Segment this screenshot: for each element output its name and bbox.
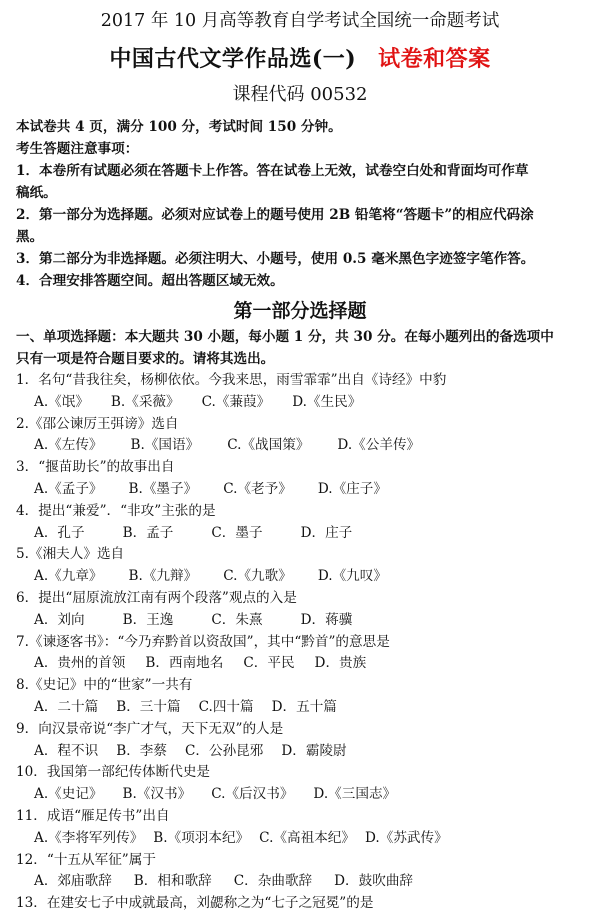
option-b: B．孟子 <box>122 524 174 541</box>
option-c: C．朱熹 <box>211 611 263 628</box>
question-stem: 3．“揠苗助长”的故事出自 <box>16 459 175 476</box>
question-options <box>16 435 590 457</box>
option-a: A．刘向 <box>34 611 85 628</box>
question-stem: 1．名句“昔我往矣，杨柳依依。今我来思，雨雪霏霏”出自《诗经》中豹 <box>16 372 447 388</box>
option-d: D.《九叹》 <box>317 568 387 585</box>
question-stem: 9．向汉景帝说“李广才气，天下无双”的人是 <box>16 720 284 737</box>
option-d: D．庄子 <box>300 524 353 541</box>
notes-heading: 考生答题注意事项： <box>16 141 139 157</box>
notes-item: 2．第一部分为选择题。必须对应试卷上的题号使用 2B 铅笔将“答题卡”的相应代码涂 <box>16 207 534 223</box>
question-options <box>16 828 590 850</box>
notes-item: 4．合理安排答题空间。超出答题区域无效。 <box>16 273 284 289</box>
option-b: B．王逸 <box>122 611 174 628</box>
question-stem: 4．提出“兼爱”．“非攻”主张的是 <box>16 502 216 519</box>
option-b: B.《国语》 <box>130 437 200 454</box>
question-stem: 6．提出“屈原流放江南有两个段落”观点的入是 <box>16 589 297 606</box>
option-c: C.《后汉书》 <box>211 786 294 803</box>
part1-intro-line: 一、单项选择题：本大题共 30 小题，每小题 1 分，共 30 分。在每小题列出的备选项中 <box>16 329 554 345</box>
option-c: C．杂曲歌辞 <box>233 873 313 890</box>
part1-intro-line: 只有一项是符合题目要求的。请将其选出。 <box>16 351 275 367</box>
question-stem: 8.《史记》中的“世家”一共有 <box>16 677 193 694</box>
exam-title: 2017 年 10 月高等教育自学考试全国统一命题考试 <box>100 11 500 31</box>
part1-intro <box>0 326 600 370</box>
question-4 <box>0 501 600 545</box>
notes-intro: 本试卷共 4 页，满分 100 分，考试时间 150 分钟。 <box>16 119 342 135</box>
question-options <box>16 697 590 719</box>
question-2 <box>0 414 600 458</box>
option-b: B.《汉书》 <box>122 786 192 803</box>
question-stem: 7.《谏逐客书》：“今乃弃黔首以资敌国”，其中“黔首”的意思是 <box>16 633 390 650</box>
option-a: A.《氓》 <box>34 393 89 410</box>
option-c: C．公孙昆邪 <box>184 742 264 759</box>
option-d: D．蒋骥 <box>300 611 353 628</box>
question-options <box>16 610 590 632</box>
question-list <box>0 370 600 915</box>
question-13 <box>0 893 600 915</box>
question-12 <box>0 850 600 894</box>
option-a: A．郊庙歌辞 <box>34 873 112 890</box>
option-b: B．西南地名 <box>145 655 224 672</box>
question-options <box>16 871 590 893</box>
question-options <box>16 784 590 806</box>
option-d: D.《苏武传》 <box>364 829 448 846</box>
subject-suffix: 试卷和答案 <box>378 46 491 72</box>
question-3 <box>0 457 600 501</box>
option-d: D．霸陵尉 <box>281 742 347 759</box>
option-d: D.《庄子》 <box>317 480 387 497</box>
option-a: A．孔子 <box>34 524 85 541</box>
option-d: D．贵族 <box>314 655 367 672</box>
question-stem: 5.《湘夫人》选自 <box>16 546 125 563</box>
option-c: C.四十篇 <box>198 698 254 715</box>
option-c: C．墨子 <box>211 524 263 541</box>
option-a: A.《孟子》 <box>34 480 103 497</box>
question-6 <box>0 588 600 632</box>
option-c: C.《高祖本纪》 <box>259 829 355 846</box>
course-code: 课程代码 00532 <box>232 84 368 105</box>
question-options <box>16 741 590 763</box>
option-a: A.《李将军列传》 <box>34 829 144 846</box>
notes-item: 3．第二部分为非选择题。必须注明大、小题号，使用 0.5 毫米黑色字迹签字笔作答。 <box>16 251 535 267</box>
option-d: D.《公羊传》 <box>337 437 421 454</box>
question-options <box>16 479 590 501</box>
question-8 <box>0 675 600 719</box>
subject-name: 中国古代文学作品选(一) <box>109 46 357 72</box>
option-b: B.《项羽本纪》 <box>153 829 250 846</box>
option-a: A．程不识 <box>34 742 99 759</box>
option-b: B．相和歌辞 <box>133 873 212 890</box>
option-c: C.《老予》 <box>223 480 292 497</box>
question-9 <box>0 719 600 763</box>
option-a: A．二十篇 <box>34 698 99 715</box>
notes-item: 稿纸。 <box>16 185 57 201</box>
question-stem: 10．我国第一部纪传体断代史是 <box>16 764 211 781</box>
option-c: C．平民 <box>243 655 295 672</box>
question-10 <box>0 762 600 806</box>
question-stem: 12．“十五从军征”属于 <box>16 851 156 868</box>
option-b: B．李蔡 <box>116 742 167 759</box>
option-c: C.《战国策》 <box>227 437 310 454</box>
option-a: A.《史记》 <box>34 786 103 803</box>
part1-title: 第一部分选择题 <box>233 300 367 322</box>
question-1 <box>0 370 600 414</box>
question-options <box>16 392 590 414</box>
option-a: A.《九章》 <box>34 568 103 585</box>
subject-title <box>0 42 600 76</box>
question-options <box>16 653 590 675</box>
question-5 <box>0 544 600 588</box>
question-stem: 2.《邵公谏厉王弭谤》选自 <box>16 415 179 432</box>
option-d: D．鼓吹曲辞 <box>334 873 414 890</box>
option-c: C.《九歌》 <box>223 568 292 585</box>
question-7 <box>0 632 600 676</box>
option-b: B.《墨子》 <box>128 480 198 497</box>
option-b: B.《九辩》 <box>128 568 198 585</box>
option-c: C.《蒹葭》 <box>201 393 271 410</box>
option-b: B.《采薇》 <box>110 393 180 410</box>
option-b: B．三十篇 <box>116 698 181 715</box>
question-stem: 11．成语“雁足传书”出自 <box>16 807 170 824</box>
question-11 <box>0 806 600 850</box>
option-d: D.《生民》 <box>292 393 362 410</box>
exam-notes <box>0 116 600 292</box>
option-d: D．五十篇 <box>271 698 337 715</box>
question-stem: 13．在建安七子中成就最高，刘勰称之为“七子之冠冕”的是 <box>16 895 374 912</box>
option-a: A.《左传》 <box>34 437 103 454</box>
notes-item: 1．本卷所有试题必须在答题卡上作答。答在试卷上无效，试卷空白处和背面均可作草 <box>16 163 529 179</box>
option-d: D.《三国志》 <box>313 786 397 803</box>
question-options <box>16 523 590 545</box>
notes-item: 黑。 <box>16 229 44 245</box>
option-a: A．贵州的首领 <box>34 655 126 672</box>
question-options <box>16 566 590 588</box>
